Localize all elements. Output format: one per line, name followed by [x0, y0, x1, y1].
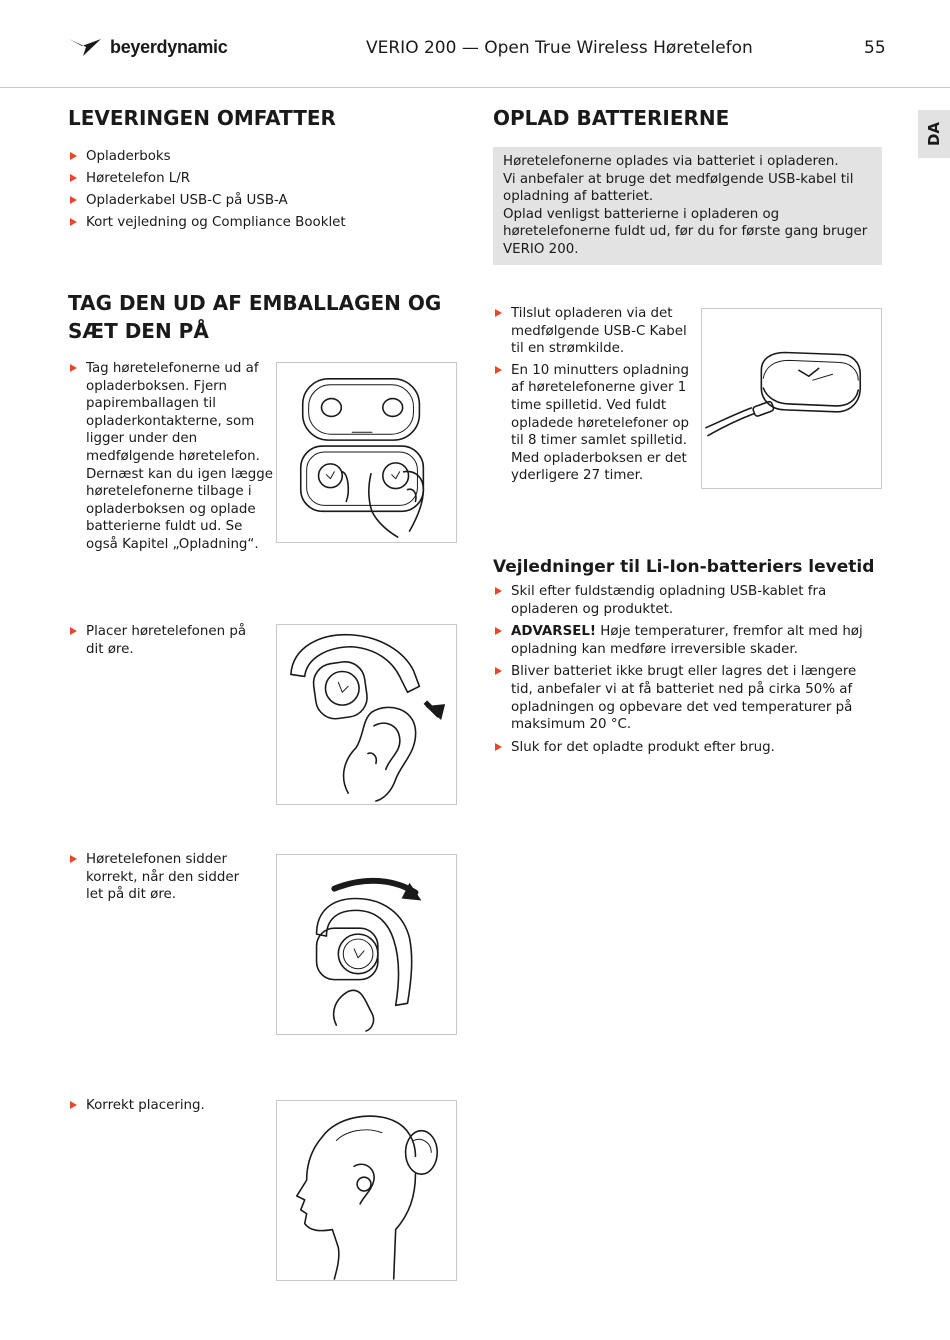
warning-text: Høje temperaturer, fremfor alt med høj opladning kan medføre irreversible skader. — [511, 624, 863, 657]
warning-label: ADVARSEL! — [511, 624, 597, 640]
list-item: Tag høretelefonerne ud af opladerboksen. Fjern papiremballagen til opladerkontakterne, som ligger under den medfølgende høretelefon. Dernæst kan du igen lægge høretelefonerne tilbage i opladerboksen og oplade batterierne fuldt ud. Se også Kapitel „Opladning“. — [68, 360, 276, 554]
list-item: Placer høretelefonen på dit øre. — [68, 623, 258, 658]
page-header — [0, 0, 950, 88]
unpack-step-2 — [68, 623, 258, 658]
contents-heading: LEVERINGEN OMFATTER — [68, 106, 336, 130]
unpack-heading-line2: SÆT DEN PÅ — [68, 319, 209, 343]
list-item: Sluk for det opladte produkt efter brug. — [493, 739, 878, 757]
unpack-heading-line1: TAG DEN UD AF EMBALLAGEN OG — [68, 291, 442, 315]
unpack-step-3 — [68, 851, 258, 904]
note-line-1: Høretelefonerne oplades via batteriet i opladeren. — [503, 154, 839, 169]
list-item: Skil efter fuldstændig opladning USB-kablet fra opladeren og produktet. — [493, 583, 878, 618]
illustration-correct-placement — [276, 1100, 457, 1281]
illustration-place-on-ear — [276, 624, 457, 805]
list-item: Opladerboks — [68, 148, 458, 166]
charging-case-open-icon — [277, 363, 456, 542]
contents-list — [68, 148, 458, 236]
illustration-open-case — [276, 362, 457, 543]
list-item: Opladerkabel USB-C på USB-A — [68, 192, 458, 210]
brand-logo — [68, 36, 227, 58]
brand-name: beyerdynamic — [110, 36, 228, 57]
battery-tips — [493, 583, 878, 761]
list-item: Korrekt placering. — [68, 1097, 258, 1115]
language-tab — [918, 110, 950, 158]
charging-case-cable-icon — [702, 309, 881, 488]
illustration-correct-fit — [276, 854, 457, 1035]
note-line-2: Vi anbefaler at bruge det medfølgende USB-kabel til opladning af batteriet. — [503, 171, 854, 205]
list-item: Høretelefon L/R — [68, 170, 458, 188]
charge-note — [493, 147, 882, 265]
list-item — [493, 623, 878, 658]
unpack-step-1 — [68, 360, 276, 554]
page-number: 55 — [864, 38, 886, 58]
list-item: Bliver batteriet ikke brugt eller lagres det i længere tid, anbefaler vi at få batteriet ned på cirka 50% af opladningen og opbevare det ved temperaturer på maksimum 20 °C. — [493, 663, 878, 733]
note-line-3: Oplad venligst batterierne i opladeren og høretelefonerne fuldt ud, før du for første gang bruger VERIO 200. — [503, 206, 868, 257]
illustration-charging-case — [701, 308, 882, 489]
earbud-fit-icon — [277, 855, 456, 1034]
head-profile-icon — [277, 1101, 456, 1280]
language-label: DA — [925, 121, 943, 147]
list-item: Tilslut opladeren via det medfølgende USB-C Kabel til en strømkilde. — [493, 305, 698, 358]
list-item: En 10 minutters opladning af høretelefonerne giver 1 time spilletid. Ved fuldt opladede høretelefoner op til 8 timer samlet spilletid. Med opladerboksen er det yderligere 27 timer. — [493, 362, 698, 485]
unpack-heading — [68, 289, 468, 345]
list-item: Høretelefonen sidder korrekt, når den sidder let på dit øre. — [68, 851, 258, 904]
charge-heading: OPLAD BATTERIERNE — [493, 106, 730, 130]
battery-heading: Vejledninger til Li-Ion-batteriers levetid — [493, 557, 875, 577]
charge-steps — [493, 305, 698, 489]
unpack-step-4 — [68, 1097, 258, 1115]
earbud-placement-icon — [277, 625, 456, 804]
document-title: VERIO 200 — Open True Wireless Høretelefon — [366, 38, 753, 58]
list-item: Kort vejledning og Compliance Booklet — [68, 214, 458, 232]
beyerdynamic-logo-icon — [68, 36, 102, 58]
